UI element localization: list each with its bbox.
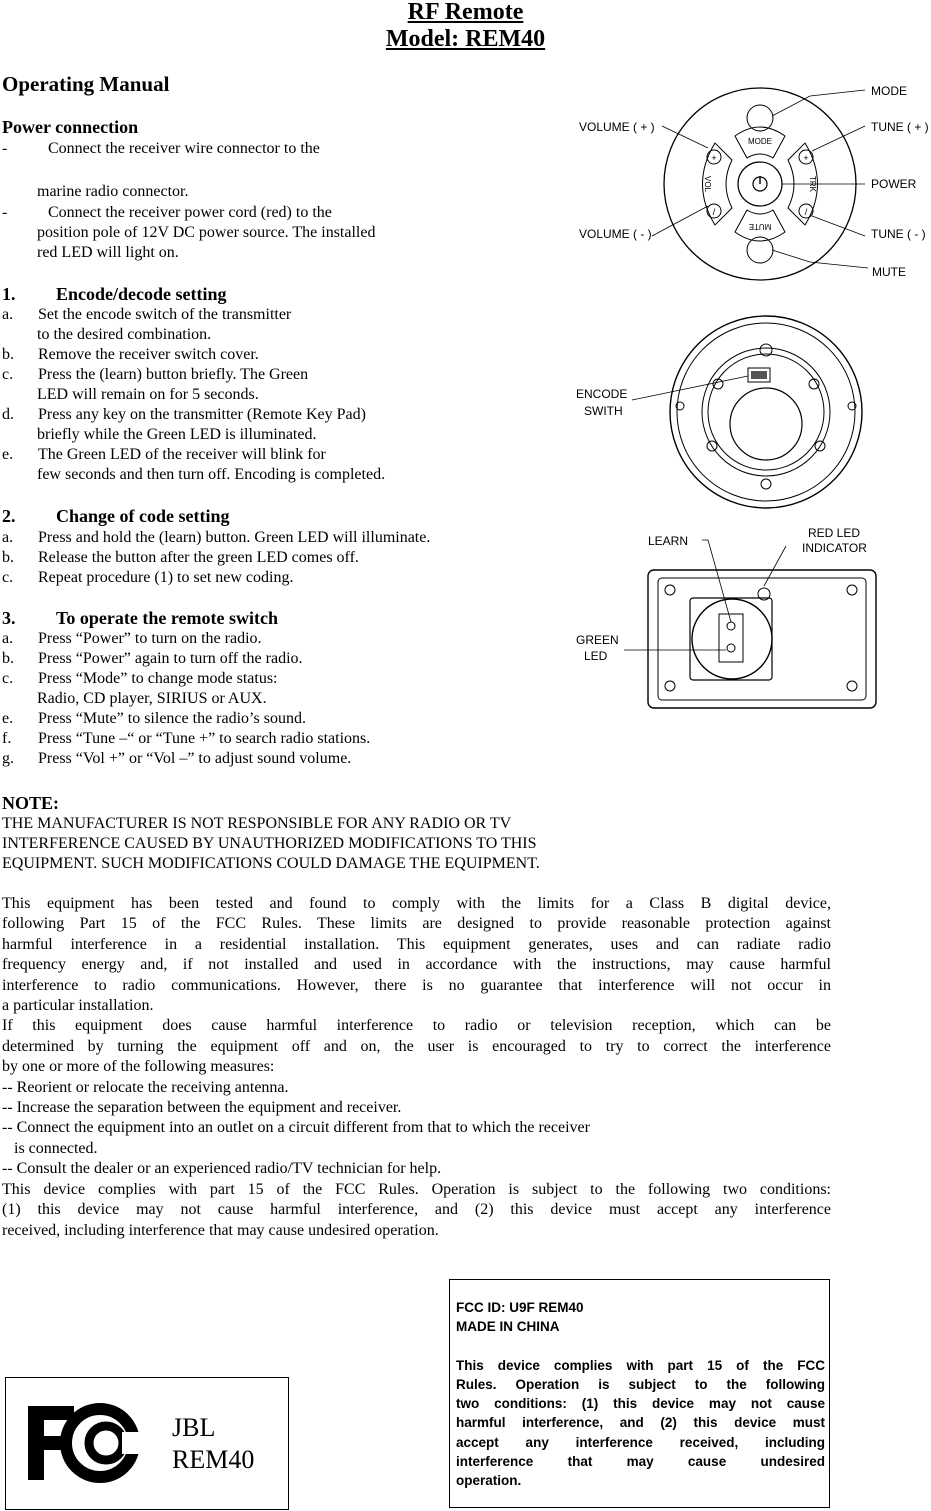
receiver-led-diagram (572, 522, 882, 712)
section-1-item-d: d. Press any key on the transmitter (Remote Key Pad) (2, 406, 366, 423)
fcc-label-line: operation. (456, 1473, 522, 1489)
section-1-item-b: b. Remove the receiver switch cover. (2, 346, 259, 363)
learn-label: LEARN (648, 534, 689, 548)
fcc-line: a particular installation. (2, 997, 154, 1015)
fcc-line: received, including interference that may cause undesired operation. (2, 1221, 439, 1239)
power-connection-heading: Power connection (2, 117, 139, 137)
fcc-label-line: interference that may cause undesired (456, 1454, 825, 1470)
mode-key-label: MODE (748, 137, 772, 146)
power-item-2-line-2: position pole of 12V DC power source. The installed (37, 224, 376, 241)
red-led-label: RED LED (808, 526, 861, 540)
section-3-heading: 3. To operate the remote switch (2, 608, 278, 628)
fcc-statement (2, 894, 831, 1241)
operating-manual-heading: Operating Manual (2, 72, 170, 96)
power-item-2: - Connect the receiver power cord (red) to the (2, 204, 332, 221)
mute-key-label: MUTE (748, 222, 772, 231)
section-3-item-c-line-2: Radio, CD player, SIRIUS or AUX. (37, 690, 267, 707)
fcc-line: -- Consult the dealer or an experienced radio/TV technician for help. (2, 1160, 442, 1178)
power-label: POWER (871, 177, 917, 191)
trk-key-label: TRK (808, 176, 817, 192)
tune-plus-label: TUNE ( + ) (871, 120, 929, 134)
note-line-3: EQUIPMENT. SUCH MODIFICATIONS COULD DAMAGE THE EQUIPMENT. (2, 855, 540, 872)
remote-keypad-diagram (560, 78, 931, 284)
switch-label: SWITH (584, 404, 623, 418)
fcc-label-line: harmful interference, and (2) this device must (456, 1415, 825, 1431)
tune-minus-mark: / (804, 207, 808, 217)
section-2-item-b: b. Release the button after the green LED comes off. (2, 549, 359, 566)
label-model: REM40 (172, 1445, 255, 1474)
power-item-1: - Connect the receiver wire connector to the (2, 140, 320, 157)
fcc-line: -- Connect the equipment into an outlet on a circuit different from that to which the receiver (2, 1119, 590, 1137)
section-1-item-e-line-2: few seconds and then turn off. Encoding is completed. (37, 466, 386, 483)
section-1-item-e: e. The Green LED of the receiver will blink for (2, 446, 326, 463)
model-title: Model: REM40 (385, 26, 546, 52)
note-heading: NOTE: (2, 793, 60, 813)
vol-minus-mark: / (712, 207, 716, 217)
encode-label: ENCODE (576, 387, 628, 401)
section-1-item-c: c. Press the (learn) button briefly. The Green (2, 366, 309, 383)
section-1-item-a: a. Set the encode switch of the transmitter (2, 306, 292, 323)
note-line-2: INTERFERENCE CAUSED BY UNAUTHORIZED MODIFICATIONS TO THIS (2, 835, 537, 852)
mode-label: MODE (871, 84, 907, 98)
fcc-logo-icon (26, 1402, 141, 1484)
section-1-item-d-line-2: briefly while the Green LED is illuminated. (37, 426, 317, 443)
fcc-label-line: This device complies with part 15 of the FCC (456, 1357, 825, 1373)
document-title: RF Remote (407, 0, 524, 25)
made-in: MADE IN CHINA (456, 1319, 560, 1335)
section-3-item-b: b. Press “Power” again to turn off the radio. (2, 650, 303, 667)
fcc-line: harmful interference in a residential installation. This equipment generates, uses and can radiate radio (2, 935, 831, 953)
fcc-line: frequency energy and, if not installed and used in accordance with the instructions, may cause harmful (2, 956, 831, 974)
fcc-line: interference to radio communications. However, there is no guarantee that interference will not occur in (2, 976, 831, 994)
fcc-line: is connected. (2, 1139, 98, 1157)
receiver-encode-diagram (570, 314, 870, 514)
fcc-line: If this equipment does cause harmful interference to radio or television reception, which can be (2, 1017, 831, 1035)
note-line-1: THE MANUFACTURER IS NOT RESPONSIBLE FOR ANY RADIO OR TV (2, 815, 512, 832)
product-label-left (5, 1377, 289, 1510)
vol-key-label: VOL (703, 175, 712, 193)
indicator-label: INDICATOR (802, 541, 867, 555)
power-item-1-line-2: marine radio connector. (37, 183, 189, 200)
section-3-item-a: a. Press “Power” to turn on the radio. (2, 630, 262, 647)
section-3-item-f: f. Press “Tune –“ or “Tune +” to search radio stations. (2, 730, 371, 747)
tune-plus-mark: + (803, 153, 809, 163)
fcc-line: by one or more of the following measures: (2, 1058, 275, 1076)
fcc-id: FCC ID: U9F REM40 (456, 1300, 584, 1315)
fcc-label-line: two conditions: (1) this device may not cause (456, 1396, 825, 1412)
fcc-label-line: accept any interference received, including (456, 1434, 825, 1450)
mute-label: MUTE (872, 265, 906, 279)
section-1-item-a-line-2: to the desired combination. (37, 326, 212, 343)
fcc-line: This equipment has been tested and found to comply with the limits for a Class B digital device, (2, 895, 831, 912)
fcc-line: (1) this device may not cause harmful interference, and (2) this device must accept any interference (2, 1201, 831, 1219)
power-item-2-line-3: red LED will light on. (37, 244, 179, 261)
fcc-line: following Part 15 of the FCC Rules. These limits are designed to provide reasonable protection against (2, 915, 831, 933)
section-3-item-c: c. Press “Mode” to change mode status: (2, 670, 278, 687)
section-2-heading: 2. Change of code setting (2, 506, 230, 526)
fcc-line: -- Increase the separation between the equipment and receiver. (2, 1099, 402, 1117)
section-2-item-c: c. Repeat procedure (1) to set new coding. (2, 569, 294, 586)
fcc-label-box (449, 1279, 830, 1508)
fcc-line: This device complies with part 15 of the FCC Rules. Operation is subject to the following two conditions: (2, 1180, 831, 1198)
label-brand: JBL (172, 1413, 216, 1442)
section-1-item-c-line-2: LED will remain on for 5 seconds. (37, 386, 259, 403)
volume-minus-label: VOLUME ( - ) (579, 227, 652, 241)
tune-minus-label: TUNE ( - ) (871, 227, 926, 241)
green-label: GREEN (576, 633, 619, 647)
section-2-item-a: a. Press and hold the (learn) button. Green LED will illuminate. (2, 529, 431, 546)
section-3-item-e: e. Press “Mute” to silence the radio’s sound. (2, 710, 306, 727)
section-3-item-g: g. Press “Vol +” or “Vol –” to adjust sound volume. (2, 750, 352, 767)
fcc-line: determined by turning the equipment off and on, the user is encouraged to try to correct the interference (2, 1037, 831, 1055)
fcc-line: -- Reorient or relocate the receiving antenna. (2, 1078, 289, 1096)
fcc-label-line: Rules. Operation is subject to the following (456, 1376, 825, 1392)
led-label: LED (584, 649, 608, 663)
section-1-heading: 1. Encode/decode setting (2, 284, 227, 304)
vol-plus-mark: + (711, 153, 717, 163)
volume-plus-label: VOLUME ( + ) (579, 120, 655, 134)
